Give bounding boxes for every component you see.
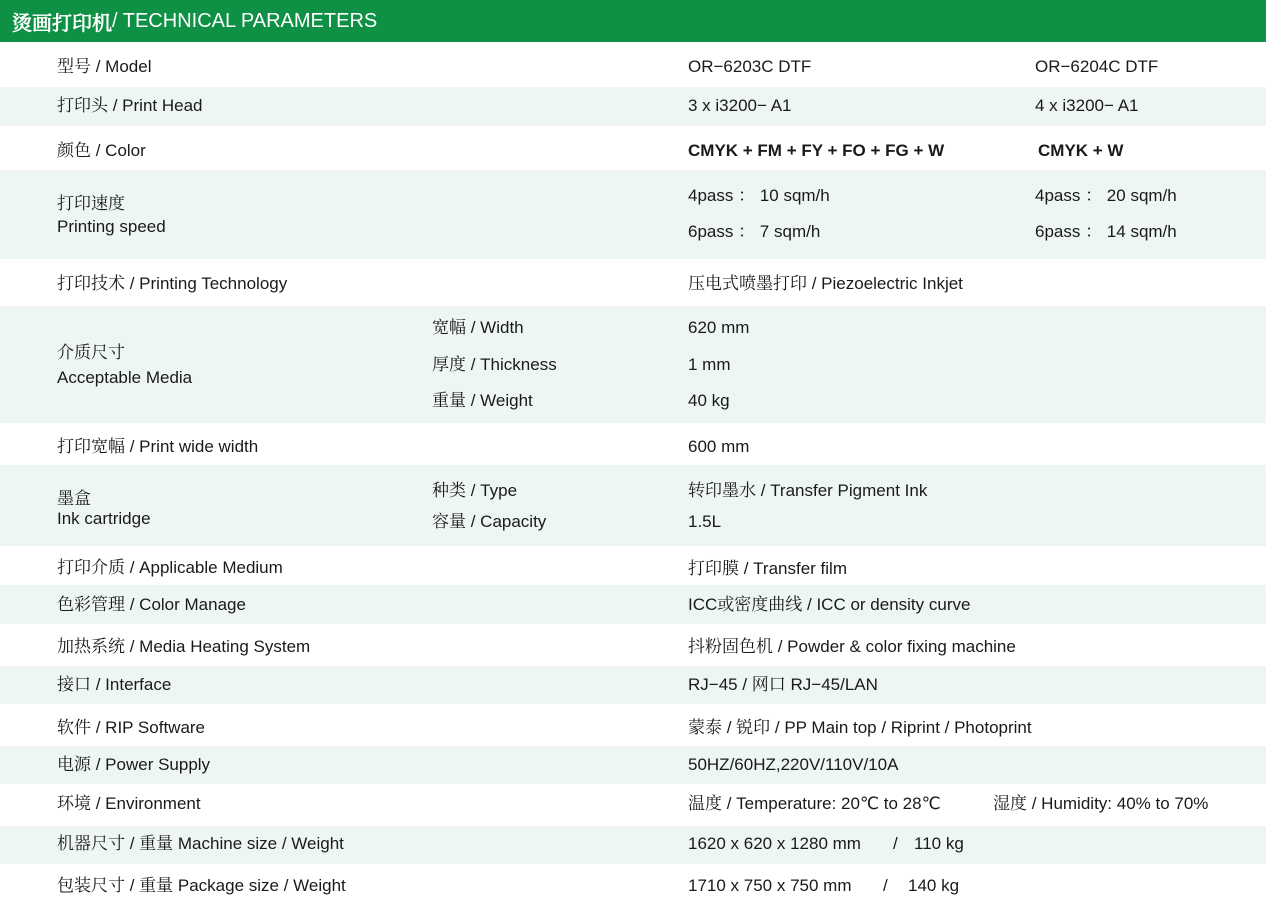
interface-value: RJ−45 / 网口 RJ−45/LAN <box>688 675 878 694</box>
software-value: 蒙泰 / 锐印 / PP Main top / Riprint / Photoprint <box>688 718 1032 737</box>
environment-label: 环境 / Environment <box>57 794 201 813</box>
media-label-en: Acceptable Media <box>57 368 193 387</box>
row-bg-printing-speed <box>0 170 1266 259</box>
power-label: 电源 / Power Supply <box>57 755 211 774</box>
printing-technology-value: 压电式喷墨打印 / Piezoelectric Inkjet <box>688 274 963 293</box>
print-head-value-2: 4 x i3200− A1 <box>1035 96 1139 115</box>
applicable-medium-label: 打印介质 / Applicable Medium <box>57 558 283 577</box>
machine-size-label: 机器尺寸 / 重量 Machine size / Weight <box>57 834 344 853</box>
media-weight-value: 40 kg <box>688 391 730 410</box>
color-label: 颜色 / Color <box>57 141 146 160</box>
print-head-label: 打印头 / Print Head <box>57 96 203 115</box>
color-manage-value: ICC或密度曲线 / ICC or density curve <box>688 595 971 614</box>
header-title-cn: 烫画打印机 <box>12 12 112 35</box>
ink-capacity-label: 容量 / Capacity <box>432 512 547 531</box>
package-size-label: 包装尺寸 / 重量 Package size / Weight <box>57 876 346 895</box>
row-bg-interface <box>0 666 1266 704</box>
model-label: 型号 / Model <box>57 57 152 76</box>
print-width-label: 打印宽幅 / Print wide width <box>57 437 259 456</box>
printing-speed-v2-6pass: 6pass ： 14 sqm/h <box>1035 222 1177 241</box>
interface-label: 接口 / Interface <box>57 675 172 694</box>
printing-speed-v2-4pass: 4pass ： 20 sqm/h <box>1035 186 1177 205</box>
package-size-value: 1710 x 750 x 750 mm <box>688 876 852 895</box>
machine-size-value: 1620 x 620 x 1280 mm <box>688 834 861 853</box>
ink-label-cn: 墨盒 <box>57 489 91 508</box>
media-weight-label: 重量 / Weight <box>432 391 533 410</box>
environment-humidity: 湿度 / Humidity: 40% to 70% <box>993 794 1209 813</box>
printing-technology-label: 打印技术 / Printing Technology <box>57 274 288 293</box>
print-head-value-1: 3 x i3200− A1 <box>688 96 792 115</box>
media-width-value: 620 mm <box>688 318 750 337</box>
color-manage-label: 色彩管理 / Color Manage <box>57 595 246 614</box>
color-value-2: CMYK + W <box>1038 141 1124 160</box>
ink-label-en: Ink cartridge <box>57 509 151 528</box>
model-value-2: OR−6204C DTF <box>1035 57 1159 76</box>
media-width-label: 宽幅 / Width <box>432 318 524 337</box>
media-thickness-value: 1 mm <box>688 355 731 374</box>
row-bg-media <box>0 306 1266 423</box>
print-width-value: 600 mm <box>688 437 750 456</box>
printing-speed-v1-6pass: 6pass ： 7 sqm/h <box>688 222 821 241</box>
printing-speed-label-cn: 打印速度 <box>57 194 125 213</box>
heating-label: 加热系统 / Media Heating System <box>57 637 311 656</box>
row-bg-ink <box>0 465 1266 546</box>
package-weight-value: 140 kg <box>908 876 960 895</box>
machine-weight-value: 110 kg <box>914 834 964 853</box>
printing-speed-v1-4pass: 4pass ： 10 sqm/h <box>688 186 830 205</box>
printing-speed-label-en: Printing speed <box>57 217 166 236</box>
ink-type-value: 转印墨水 / Transfer Pigment Ink <box>688 481 928 500</box>
model-value-1: OR−6203C DTF <box>688 57 812 76</box>
header-title-en: / TECHNICAL PARAMETERS <box>112 9 378 32</box>
environment-temperature: 温度 / Temperature: 20℃ to 28℃ <box>688 794 941 813</box>
applicable-medium-value: 打印膜 / Transfer film <box>688 559 847 578</box>
media-thickness-label: 厚度 / Thickness <box>432 355 557 374</box>
color-value-1: CMYK + FM + FY + FO + FG + W <box>688 141 945 160</box>
heating-value: 抖粉固色机 / Powder & color fixing machine <box>688 637 1016 656</box>
ink-capacity-value: 1.5L <box>688 512 722 531</box>
machine-size-slash: / <box>893 834 898 853</box>
package-size-slash: / <box>883 876 888 895</box>
spec-header <box>0 0 1266 42</box>
media-label-cn: 介质尺寸 <box>57 343 125 362</box>
ink-type-label: 种类 / Type <box>432 481 518 500</box>
software-label: 软件 / RIP Software <box>57 718 206 737</box>
power-value: 50HZ/60HZ,220V/110V/10A <box>688 755 899 774</box>
